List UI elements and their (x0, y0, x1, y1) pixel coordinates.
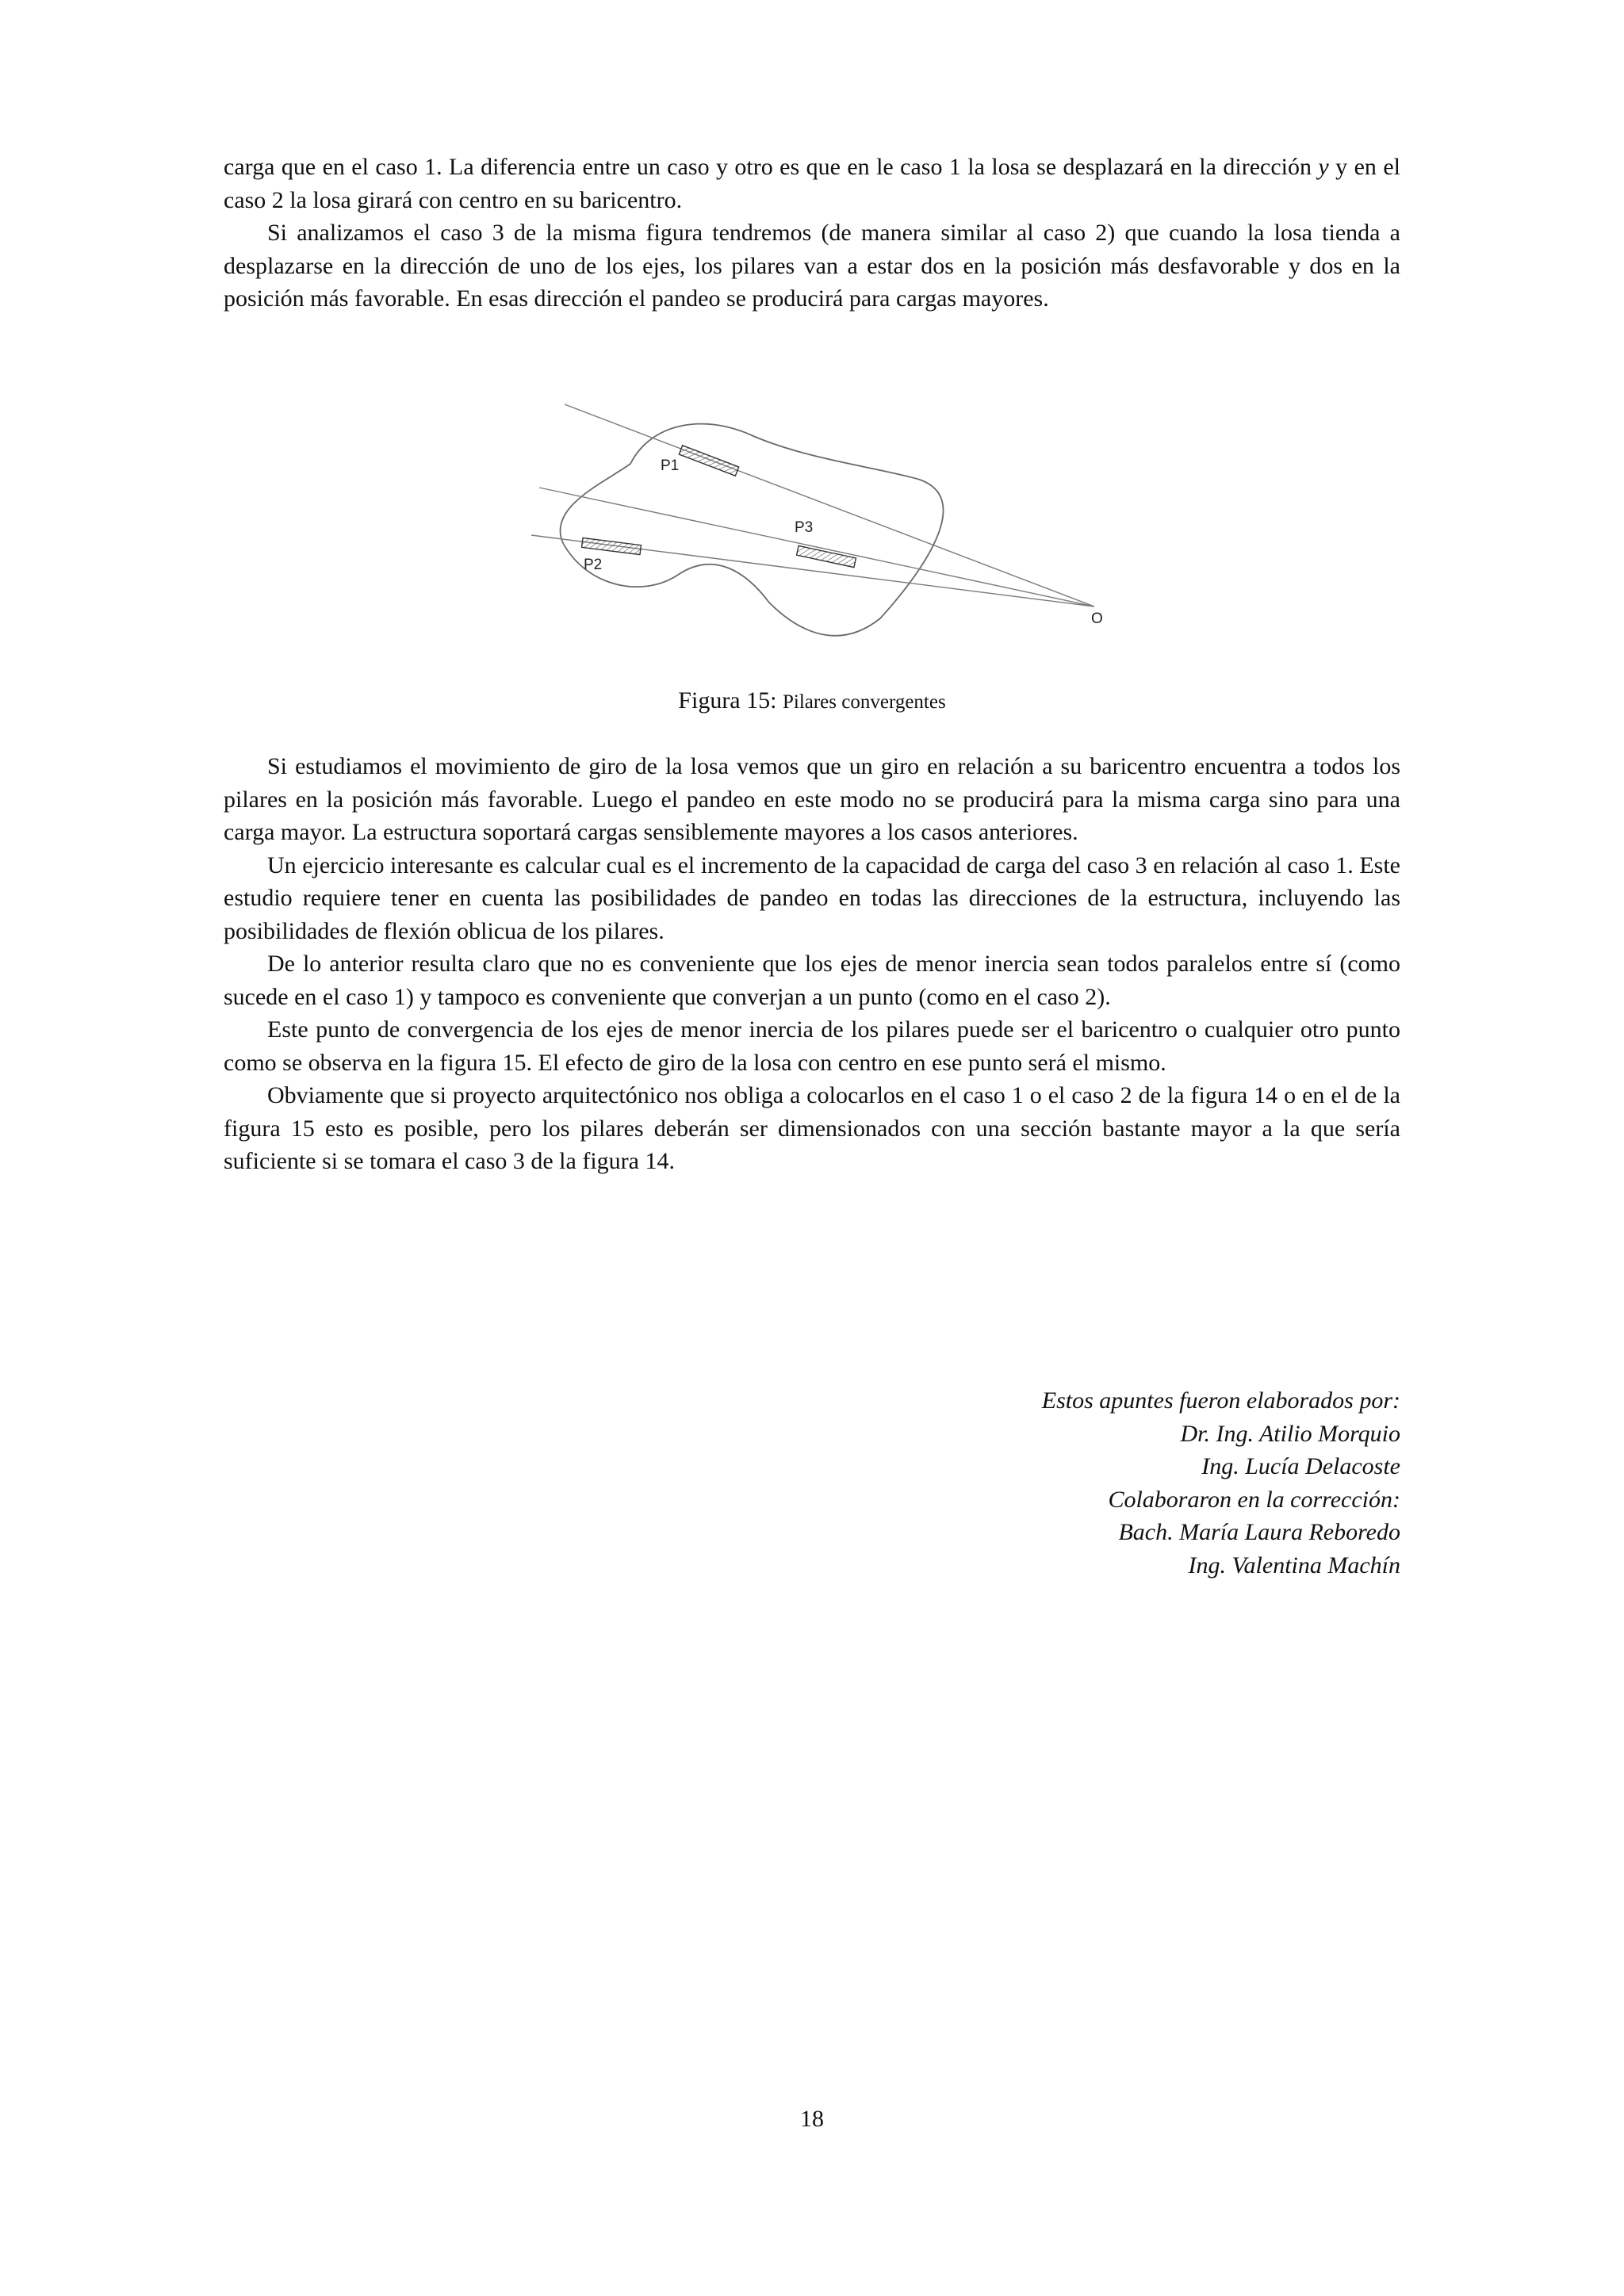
convergence-line-1 (565, 404, 1094, 607)
collaborators-heading: Colaboraron en la corrección: (1108, 1486, 1400, 1513)
authors-heading: Estos apuntes fueron elaborados por: (1041, 1387, 1400, 1414)
top-text-block (224, 151, 1400, 316)
pillar-p1 (679, 446, 738, 476)
label-p2: P2 (584, 557, 603, 573)
collaborator-name: Bach. María Laura Reboredo (1118, 1519, 1400, 1545)
math-variable-y: y (1318, 154, 1329, 180)
authors-block (1042, 1384, 1400, 1582)
caption-text: Pilares convergentes (782, 691, 946, 713)
slab-outline (560, 424, 943, 636)
figure-caption (224, 685, 1400, 718)
body-text-block (224, 750, 1400, 1178)
label-p3: P3 (795, 519, 814, 536)
paragraph-case-3: Si analizamos el caso 3 de la misma figura tendremos (de manera similar al caso 2) que cuando la losa tienda a desplazarse en la dirección de uno de los ejes, los pilares van a estar dos en la posición más desfavorable y dos en la posición más favorable. En esas dirección el pandeo se producirá para cargas mayores. (224, 220, 1400, 312)
caption-prefix: Figura 15: (678, 687, 777, 714)
figure-15-diagram (508, 388, 1142, 650)
label-o: O (1091, 610, 1103, 627)
paragraph-continuation: carga que en el caso 1. La diferencia entre un caso y otro es que en le caso 1 la losa se desplazará en la dirección y y en el caso 2 la losa girará con centro en su baricentro. (224, 154, 1400, 213)
author-name: Ing. Lucía Delacoste (1201, 1453, 1400, 1479)
paragraph-giro: Si estudiamos el movimiento de giro de la losa vemos que un giro en relación a su baricentro encuentra a todos los pilares en la posición más favorable. Luego el pandeo en este modo no se producirá para la misma carga sino para una carga mayor. La estructura soportará cargas sensiblemente mayores a los casos anteriores. (224, 753, 1400, 845)
page-number: 18 (800, 2106, 824, 2132)
paragraph-ejercicio: Un ejercicio interesante es calcular cual es el incremento de la capacidad de carga del caso 3 en relación al caso 1. Este estudio requiere tener en cuenta las posibilidades de pandeo en todas las direcciones de la estructura, incluyendo las posibilidades de flexión oblicua de los pilares. (224, 851, 1400, 944)
author-name: Dr. Ing. Atilio Morquio (1180, 1420, 1400, 1447)
collaborator-name: Ing. Valentina Machín (1188, 1552, 1400, 1578)
paragraph-convergencia: Este punto de convergencia de los ejes de menor inercia de los pilares puede ser el baricentro o cualquier otro punto como se observa en la figura 15. El efecto de giro de la losa con centro en ese punto será el mismo. (224, 1016, 1400, 1076)
paragraph-obviamente: Obviamente que si proyecto arquitectónico nos obliga a colocarlos en el caso 1 o el caso 2 de la figura 14 o en el de la figura 15 esto es posible, pero los pilares deberán ser dimensionados con una sección bastante mayor a la que sería suficiente si se tomara el caso 3 de la figura 14. (224, 1082, 1400, 1174)
label-p1: P1 (661, 457, 680, 474)
paragraph-conclusion: De lo anterior resulta claro que no es conveniente que los ejes de menor inercia sean todos paralelos entre sí (como sucede en el caso 1) y tampoco es conveniente que converjan a un punto (como en el caso 2). (224, 951, 1400, 1010)
pillar-p2 (582, 538, 642, 554)
